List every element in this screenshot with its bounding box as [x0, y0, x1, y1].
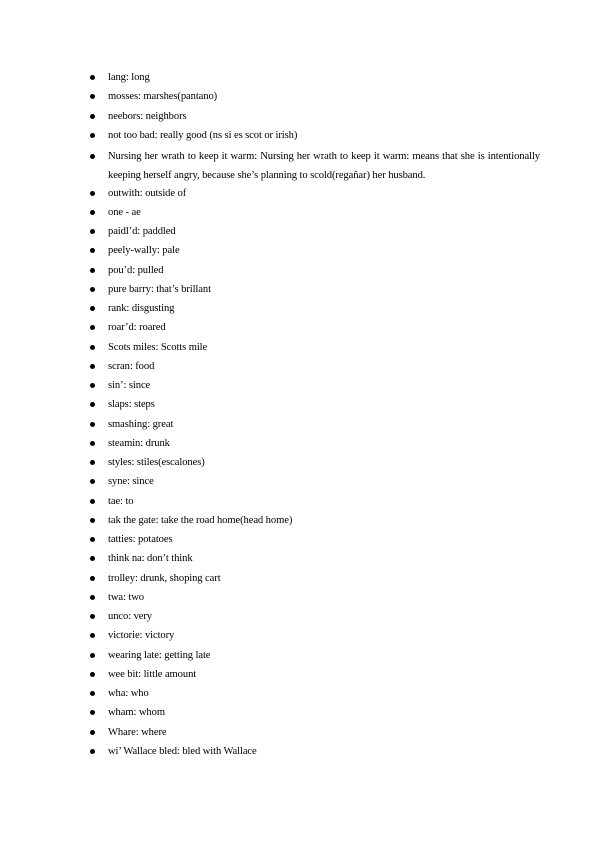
glossary-item — [90, 263, 540, 278]
glossary-item-text: wearing late: getting late — [108, 649, 211, 661]
glossary-item — [90, 359, 540, 374]
bullet-icon — [90, 518, 95, 523]
bullet-icon — [90, 576, 95, 581]
glossary-item-text: smashing: great — [108, 418, 174, 430]
glossary-item — [90, 224, 540, 239]
bullet-icon — [90, 537, 95, 542]
glossary-item-text: wham: whom — [108, 707, 165, 719]
glossary-item-text: pure barry: that’s brillant — [108, 283, 211, 295]
glossary-item-text: peely-wally: pale — [108, 245, 180, 257]
glossary-item — [90, 532, 540, 547]
glossary-item — [90, 301, 540, 316]
glossary-item — [90, 378, 540, 393]
glossary-item — [90, 89, 540, 104]
glossary-item-text: neebors: neighbors — [108, 110, 187, 122]
glossary-item — [90, 243, 540, 258]
glossary-item — [90, 609, 540, 624]
glossary-item — [90, 417, 540, 432]
bullet-icon — [90, 345, 95, 350]
glossary-item-text: mosses: marshes(pantano) — [108, 91, 218, 103]
glossary-item-text: Whare: where — [108, 726, 167, 738]
glossary-item-text: sin’: since — [108, 380, 151, 392]
bullet-icon — [90, 325, 95, 330]
glossary-item-text: not too bad: really good (ns si es scot or irish) — [108, 129, 298, 141]
bullet-icon — [90, 154, 95, 159]
bullet-icon — [90, 287, 95, 292]
bullet-icon — [90, 268, 95, 273]
glossary-item — [90, 397, 540, 412]
bullet-icon — [90, 422, 95, 427]
bullet-icon — [90, 210, 95, 215]
glossary-item-text: trolley: drunk, shoping cart — [108, 572, 221, 584]
glossary-item — [90, 705, 540, 720]
glossary-item-text: rank: disgusting — [108, 303, 175, 315]
glossary-item-text: paidl’d: paddled — [108, 226, 176, 238]
glossary-item-text: roar’d: roared — [108, 322, 166, 334]
glossary-item — [90, 667, 540, 682]
glossary-item — [90, 147, 540, 186]
bullet-icon — [90, 710, 95, 715]
bullet-icon — [90, 75, 95, 80]
glossary-item-text: lang: long — [108, 72, 150, 83]
glossary-item-text: tae: to — [108, 495, 134, 507]
bullet-icon — [90, 633, 95, 638]
glossary-item — [90, 282, 540, 297]
bullet-icon — [90, 133, 95, 138]
bullet-icon — [90, 229, 95, 234]
glossary-item-text: unco: very — [108, 611, 153, 623]
glossary-item-text: wi’ Wallace bled: bled with Wallace — [108, 745, 257, 757]
glossary-item-text: tak the gate: take the road home(head home) — [108, 514, 293, 526]
bullet-icon — [90, 499, 95, 504]
glossary-item-text: Nursing her wrath to keep it warm: Nursing her wrath to keep it warm: means that she is intentionally keeping herself angry, because she’s planning to scold(regañar) her husband. — [108, 151, 540, 182]
glossary-item-text: styles: stiles(escalones) — [108, 457, 205, 469]
glossary-item — [90, 628, 540, 643]
bullet-icon — [90, 191, 95, 196]
bullet-icon — [90, 672, 95, 677]
glossary-item — [90, 686, 540, 701]
bullet-icon — [90, 383, 95, 388]
glossary-item-text: wee bit: little amount — [108, 668, 197, 680]
glossary-item — [90, 590, 540, 605]
glossary-item — [90, 744, 540, 759]
bullet-icon — [90, 306, 95, 311]
glossary-item — [90, 494, 540, 509]
glossary-item-text: one - ae — [108, 206, 141, 218]
glossary-item — [90, 513, 540, 528]
glossary-item-text: slaps: steps — [108, 399, 155, 411]
bullet-icon — [90, 479, 95, 484]
glossary-item — [90, 551, 540, 566]
bullet-icon — [90, 595, 95, 600]
glossary-item — [90, 648, 540, 663]
glossary-item — [90, 725, 540, 740]
glossary-item — [90, 340, 540, 355]
glossary-item-text: syne: since — [108, 476, 154, 488]
glossary-item-text: pou’d: pulled — [108, 264, 164, 276]
glossary-item — [90, 436, 540, 451]
bullet-icon — [90, 730, 95, 735]
bullet-icon — [90, 441, 95, 446]
bullet-icon — [90, 114, 95, 119]
glossary-item-text: scran: food — [108, 360, 155, 372]
glossary-item-text: victorie: victory — [108, 630, 175, 642]
bullet-icon — [90, 653, 95, 658]
glossary-item — [90, 474, 540, 489]
glossary-list — [90, 70, 540, 763]
bullet-icon — [90, 691, 95, 696]
bullet-icon — [90, 614, 95, 619]
bullet-icon — [90, 364, 95, 369]
glossary-item — [90, 109, 540, 124]
glossary-item — [90, 205, 540, 220]
bullet-icon — [90, 94, 95, 99]
glossary-item — [90, 571, 540, 586]
bullet-icon — [90, 248, 95, 253]
glossary-item-text: steamin: drunk — [108, 437, 170, 449]
glossary-item-text: twa: two — [108, 591, 144, 603]
glossary-item — [90, 70, 540, 85]
bullet-icon — [90, 749, 95, 754]
glossary-item — [90, 320, 540, 335]
glossary-item — [90, 186, 540, 201]
glossary-item — [90, 455, 540, 470]
bullet-icon — [90, 402, 95, 407]
bullet-icon — [90, 460, 95, 465]
glossary-item — [90, 128, 540, 143]
glossary-item-text: think na: don’t think — [108, 553, 193, 565]
glossary-item-text: tatties: potatoes — [108, 534, 173, 546]
glossary-item-text: wha: who — [108, 688, 149, 700]
glossary-item-text: outwith: outside of — [108, 187, 187, 199]
glossary-item-text: Scots miles: Scotts mile — [108, 341, 208, 353]
bullet-icon — [90, 556, 95, 561]
